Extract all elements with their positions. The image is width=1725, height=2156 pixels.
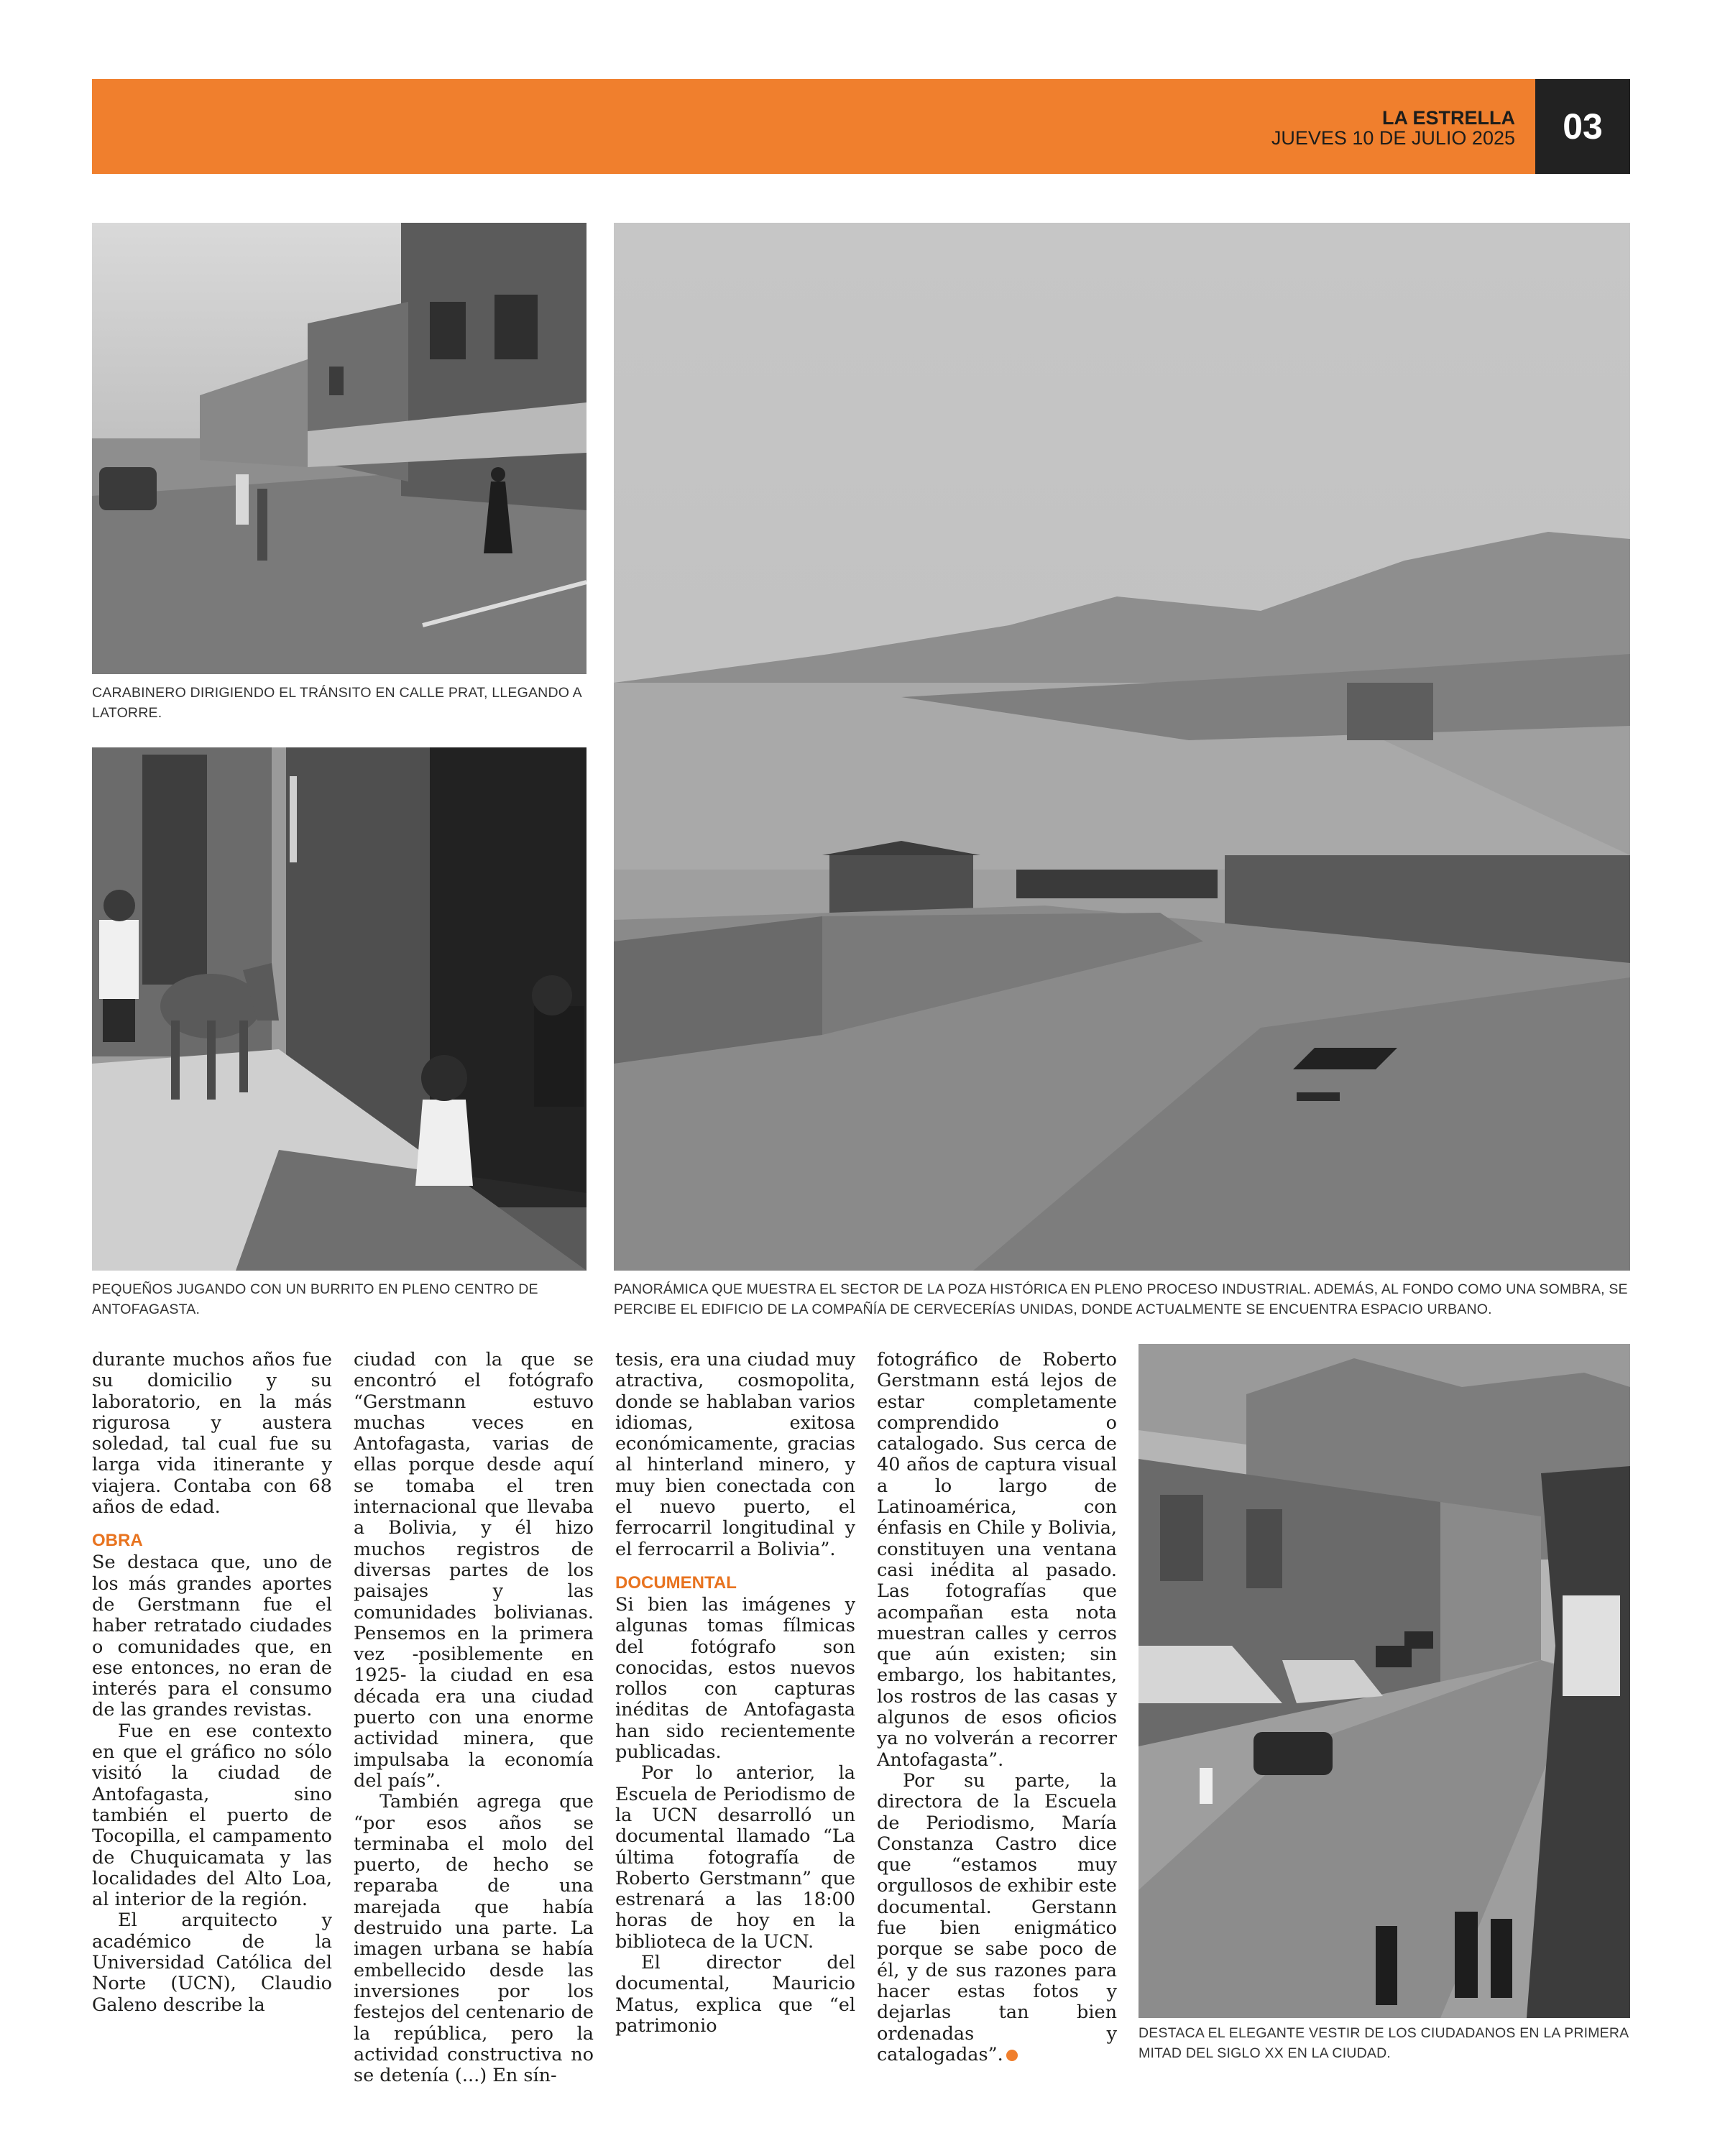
closing-paragraph-text: Por su parte, la directora de la Escuela de Periodismo, María Constanza Castro dice que “estamos muy orgullosos de exhibir este documental. Gerstann fue bien enigmático porque se sabe poco de él, y de sus razones para hacer estas fotos y dejarlas tan bien ordenadas y catalogadas”. xyxy=(877,1769,1117,2065)
issue-date: JUEVES 10 DE JULIO 2025 xyxy=(1271,127,1515,149)
paragraph: Si bien las imágenes y algunas tomas fílmicas del fotógrafo son conocidas, estos nuevos rollos con capturas inéditas de Antofagasta han sido recientemente publicadas. xyxy=(615,1593,855,1764)
paragraph: El arquitecto y académico de la Universidad Católica del Norte (UCN), Claudio Galeno describe la xyxy=(92,1909,332,2016)
donkey-photo-caption: PEQUEÑOS JUGANDO CON UN BURRITO EN PLENO CENTRO DE ANTOFAGASTA. xyxy=(92,1281,538,1317)
article-column-4 xyxy=(877,1350,1117,2065)
paragraph: El director del documental, Mauricio Matus, explica que “el patrimonio xyxy=(615,1952,855,2037)
paragraph: durante muchos años fue su domicilio y su laboratorio, en la más rigurosa y austera soledad, tal cual fue su larga vida itinerante y viajera. Contaba con 68 años de edad. xyxy=(92,1349,332,1519)
newspaper-name: LA ESTRELLA xyxy=(1382,107,1515,129)
donkey-photo xyxy=(92,747,586,1271)
paragraph: ciudad con la que se encontró el fotógrafo “Gerstmann estuvo muchas veces en Antofagasta, varias de ellas porque desde aquí se tomaba el tren internacional que llevaba a Bolivia, y él hizo muchos registros de diversas partes de los paisajes y las comunidades bolivianas. Pensemos en la primera vez -posiblemente en 1925- la ciudad en esa década era una ciudad puerto con una enorme actividad minera, que impulsaba la economía del país”. xyxy=(354,1349,594,1792)
article-column-1 xyxy=(92,1350,332,2016)
street-photo-caption: CARABINERO DIRIGIENDO EL TRÁNSITO EN CALLE PRAT, LLEGANDO A LATORRE. xyxy=(92,685,581,721)
paragraph: Se destaca que, uno de los más grandes aportes de Gerstmann fue el haber retratado ciudades o comunidades que, en ese entonces, no eran de interés para el consumo de las grandes revistas. xyxy=(92,1552,332,1721)
subhead-documental: DOCUMENTAL xyxy=(615,1572,737,1593)
panorama-photo-caption: PANORÁMICA QUE MUESTRA EL SECTOR DE LA POZA HISTÓRICA EN PLENO PROCESO INDUSTRIAL. ADEMÁS, AL FONDO COMO UNA SOMBRA, SE PERCIBE EL EDIFICIO DE LA COMPAÑÍA DE CERVECERÍAS UNIDAS, DONDE ACTUALMENTE SE ENCUENTRA ESPACIO URBANO. xyxy=(614,1281,1628,1317)
avenue-photo-caption: DESTACA EL ELEGANTE VESTIR DE LOS CIUDADANOS EN LA PRIMERA MITAD DEL SIGLO XX EN LA CIUDAD. xyxy=(1138,2025,1629,2061)
paragraph: Por lo anterior, la Escuela de Periodismo de la UCN desarrolló un documental llamado “La última fotografía de Roberto Gerstmann” que estrenará a las 18:00 horas de hoy en la biblioteca de la UCN. xyxy=(615,1762,855,1953)
header-bar xyxy=(92,79,1630,174)
paragraph: fotográfico de Roberto Gerstmann está lejos de estar completamente comprendido o catalogado. Sus cerca de 40 años de captura visual a lo largo de Latinoamérica, con énfasis en Chile y Bolivia, constituyen una ventana casi inédita al pasado. Las fotografías que acompañan esta nota muestran calles y cerros que aún existen; sin embargo, los habitantes, los rostros de las casas y algunos de esos oficios ya no volverán a recorrer Antofagasta”. xyxy=(877,1349,1117,1771)
avenue-photo xyxy=(1138,1344,1630,2018)
article-column-2 xyxy=(354,1350,594,2086)
paragraph: tesis, era una ciudad muy atractiva, cosmopolita, donde se hablaban varios idiomas, exitosa económicamente, gracias al hinterland minero, y muy bien conectada con el nuevo puerto, el ferrocarril longitudinal y el ferrocarril a Bolivia”. xyxy=(615,1349,855,1560)
paragraph xyxy=(877,1771,1117,2065)
paragraph: También agrega que “por esos años se terminaba el molo del puerto, de hecho se reparaba de una marejada que había destruido una parte. La imagen urbana se había embellecido desde las inversiones por los festejos del centenario de la república, pero la actividad constructiva no se detenía (...) En sín- xyxy=(354,1791,594,2087)
street-photo xyxy=(92,223,586,674)
masthead xyxy=(1271,108,1515,148)
subhead-obra: OBRA xyxy=(92,1531,143,1551)
end-of-article-icon xyxy=(1006,2050,1018,2061)
paragraph: Fue en ese contexto en que el gráfico no sólo visitó la ciudad de Antofagasta, sino también el puerto de Tocopilla, el campamento de Chuquicamata y las localidades del Alto Loa, al interior de la región. xyxy=(92,1720,332,1911)
page-number: 03 xyxy=(1535,79,1630,174)
article-column-3 xyxy=(615,1350,855,2037)
panorama-photo xyxy=(614,223,1630,1271)
